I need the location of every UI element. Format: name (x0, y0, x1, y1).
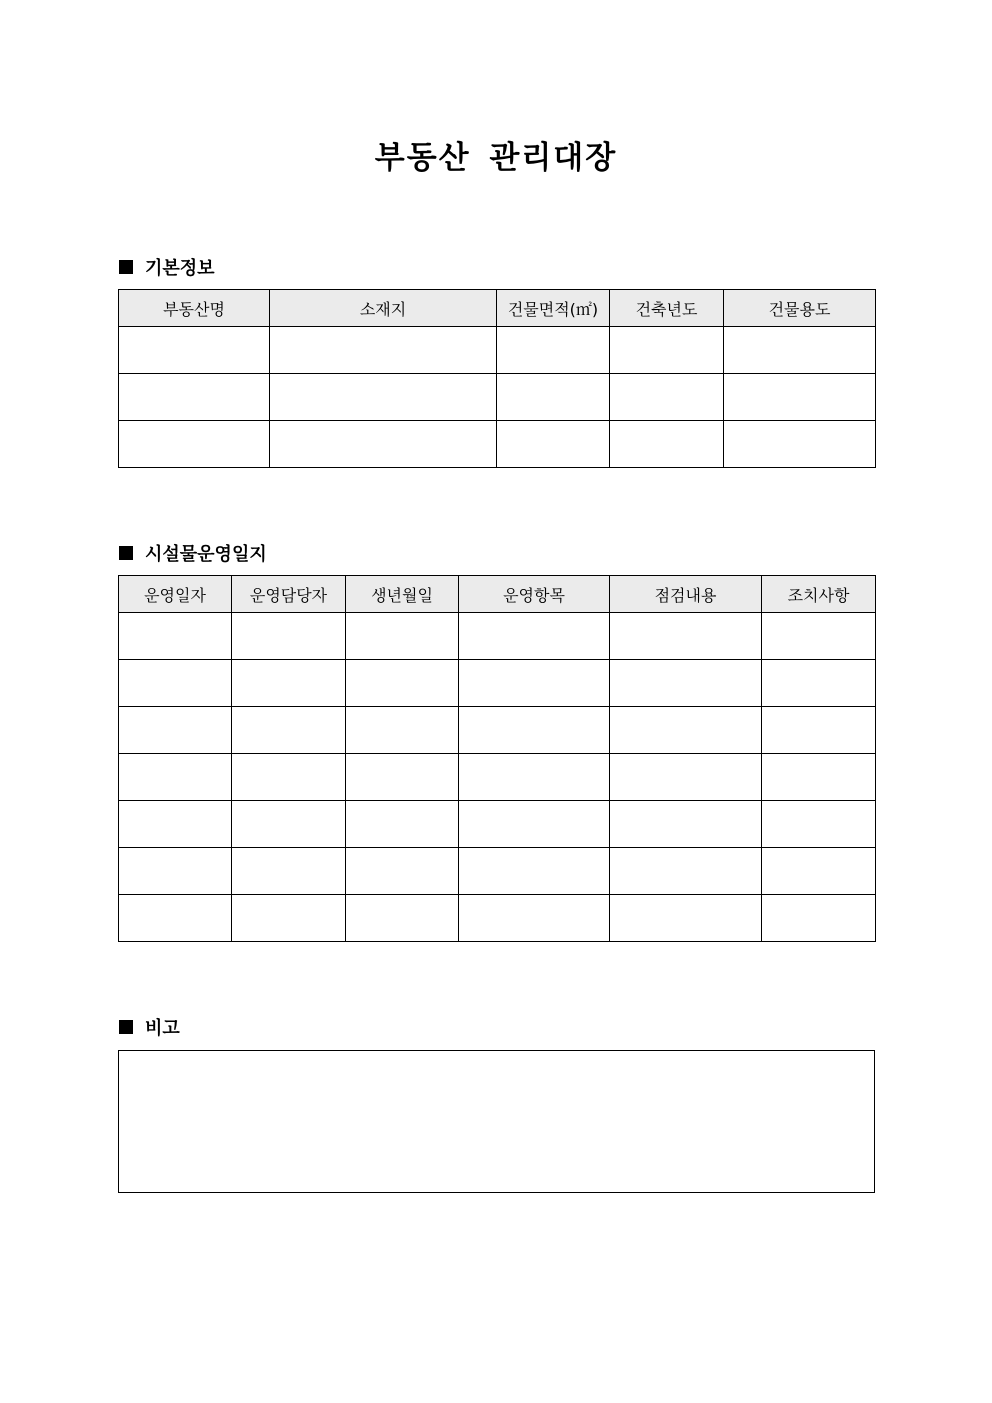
table-cell[interactable] (119, 895, 232, 942)
table-cell[interactable] (497, 327, 610, 374)
table-cell[interactable] (119, 848, 232, 895)
remarks-box[interactable] (118, 1050, 875, 1193)
table-row (119, 327, 876, 374)
table-cell[interactable] (232, 660, 346, 707)
table-row (119, 660, 876, 707)
table-cell[interactable] (270, 327, 497, 374)
remarks-heading-label: 비고 (145, 1018, 180, 1039)
table-cell[interactable] (270, 374, 497, 421)
table-row (119, 613, 876, 660)
table-row (119, 374, 876, 421)
table-cell[interactable] (346, 754, 459, 801)
column-header-property-name: 부동산명 (119, 290, 270, 327)
table-cell[interactable] (232, 801, 346, 848)
column-header-operation-item: 운영항목 (459, 576, 610, 613)
table-row (119, 895, 876, 942)
table-cell[interactable] (762, 707, 876, 754)
table-cell[interactable] (724, 421, 876, 468)
table-cell[interactable] (232, 707, 346, 754)
table-cell[interactable] (459, 754, 610, 801)
table-cell[interactable] (762, 613, 876, 660)
table-cell[interactable] (119, 801, 232, 848)
basic-info-heading-label: 기본정보 (145, 258, 215, 279)
table-cell[interactable] (610, 374, 724, 421)
table-cell[interactable] (762, 660, 876, 707)
table-header-row (119, 290, 876, 327)
table-cell[interactable] (497, 421, 610, 468)
table-cell[interactable] (119, 754, 232, 801)
table-cell[interactable] (724, 327, 876, 374)
table-cell[interactable] (762, 848, 876, 895)
basic-info-heading (119, 254, 215, 280)
table-cell[interactable] (610, 613, 762, 660)
table-cell[interactable] (459, 707, 610, 754)
table-row (119, 421, 876, 468)
column-header-operation-date: 운영일자 (119, 576, 232, 613)
column-header-construction-year: 건축년도 (610, 290, 724, 327)
table-cell[interactable] (346, 613, 459, 660)
table-cell[interactable] (724, 374, 876, 421)
table-cell[interactable] (119, 707, 232, 754)
table-cell[interactable] (119, 613, 232, 660)
column-header-operator: 운영담당자 (232, 576, 346, 613)
table-cell[interactable] (459, 848, 610, 895)
table-cell[interactable] (232, 613, 346, 660)
column-header-actions-taken: 조치사항 (762, 576, 876, 613)
table-cell[interactable] (497, 374, 610, 421)
square-bullet-icon (119, 546, 133, 560)
operation-log-heading (119, 540, 267, 566)
table-cell[interactable] (119, 374, 270, 421)
table-cell[interactable] (459, 895, 610, 942)
table-row (119, 801, 876, 848)
table-cell[interactable] (459, 801, 610, 848)
table-row (119, 707, 876, 754)
table-cell[interactable] (119, 327, 270, 374)
page-title: 부동산 관리대장 (374, 140, 618, 176)
table-cell[interactable] (232, 848, 346, 895)
table-row (119, 754, 876, 801)
table-cell[interactable] (459, 613, 610, 660)
table-cell[interactable] (762, 801, 876, 848)
table-cell[interactable] (610, 327, 724, 374)
column-header-inspection-details: 점검내용 (610, 576, 762, 613)
operation-log-heading-label: 시설물운영일지 (145, 544, 267, 565)
table-cell[interactable] (610, 895, 762, 942)
table-cell[interactable] (459, 660, 610, 707)
table-cell[interactable] (610, 707, 762, 754)
table-cell[interactable] (610, 754, 762, 801)
table-cell[interactable] (610, 848, 762, 895)
table-cell[interactable] (119, 660, 232, 707)
table-header-row (119, 576, 876, 613)
column-header-building-use: 건물용도 (724, 290, 876, 327)
table-cell[interactable] (346, 707, 459, 754)
table-cell[interactable] (762, 754, 876, 801)
table-cell[interactable] (762, 895, 876, 942)
remarks-heading (119, 1014, 180, 1040)
table-cell[interactable] (610, 660, 762, 707)
table-cell[interactable] (346, 801, 459, 848)
table-cell[interactable] (346, 895, 459, 942)
square-bullet-icon (119, 1020, 133, 1034)
table-cell[interactable] (346, 660, 459, 707)
square-bullet-icon (119, 260, 133, 274)
table-cell[interactable] (119, 421, 270, 468)
operation-log-table (118, 575, 876, 942)
column-header-floor-area: 건물면적(㎡) (497, 290, 610, 327)
table-row (119, 848, 876, 895)
table-cell[interactable] (610, 421, 724, 468)
table-cell[interactable] (610, 801, 762, 848)
column-header-birth-date: 생년월일 (346, 576, 459, 613)
table-cell[interactable] (346, 848, 459, 895)
table-cell[interactable] (232, 895, 346, 942)
table-cell[interactable] (232, 754, 346, 801)
basic-info-table (118, 289, 876, 468)
column-header-location: 소재지 (270, 290, 497, 327)
table-cell[interactable] (270, 421, 497, 468)
